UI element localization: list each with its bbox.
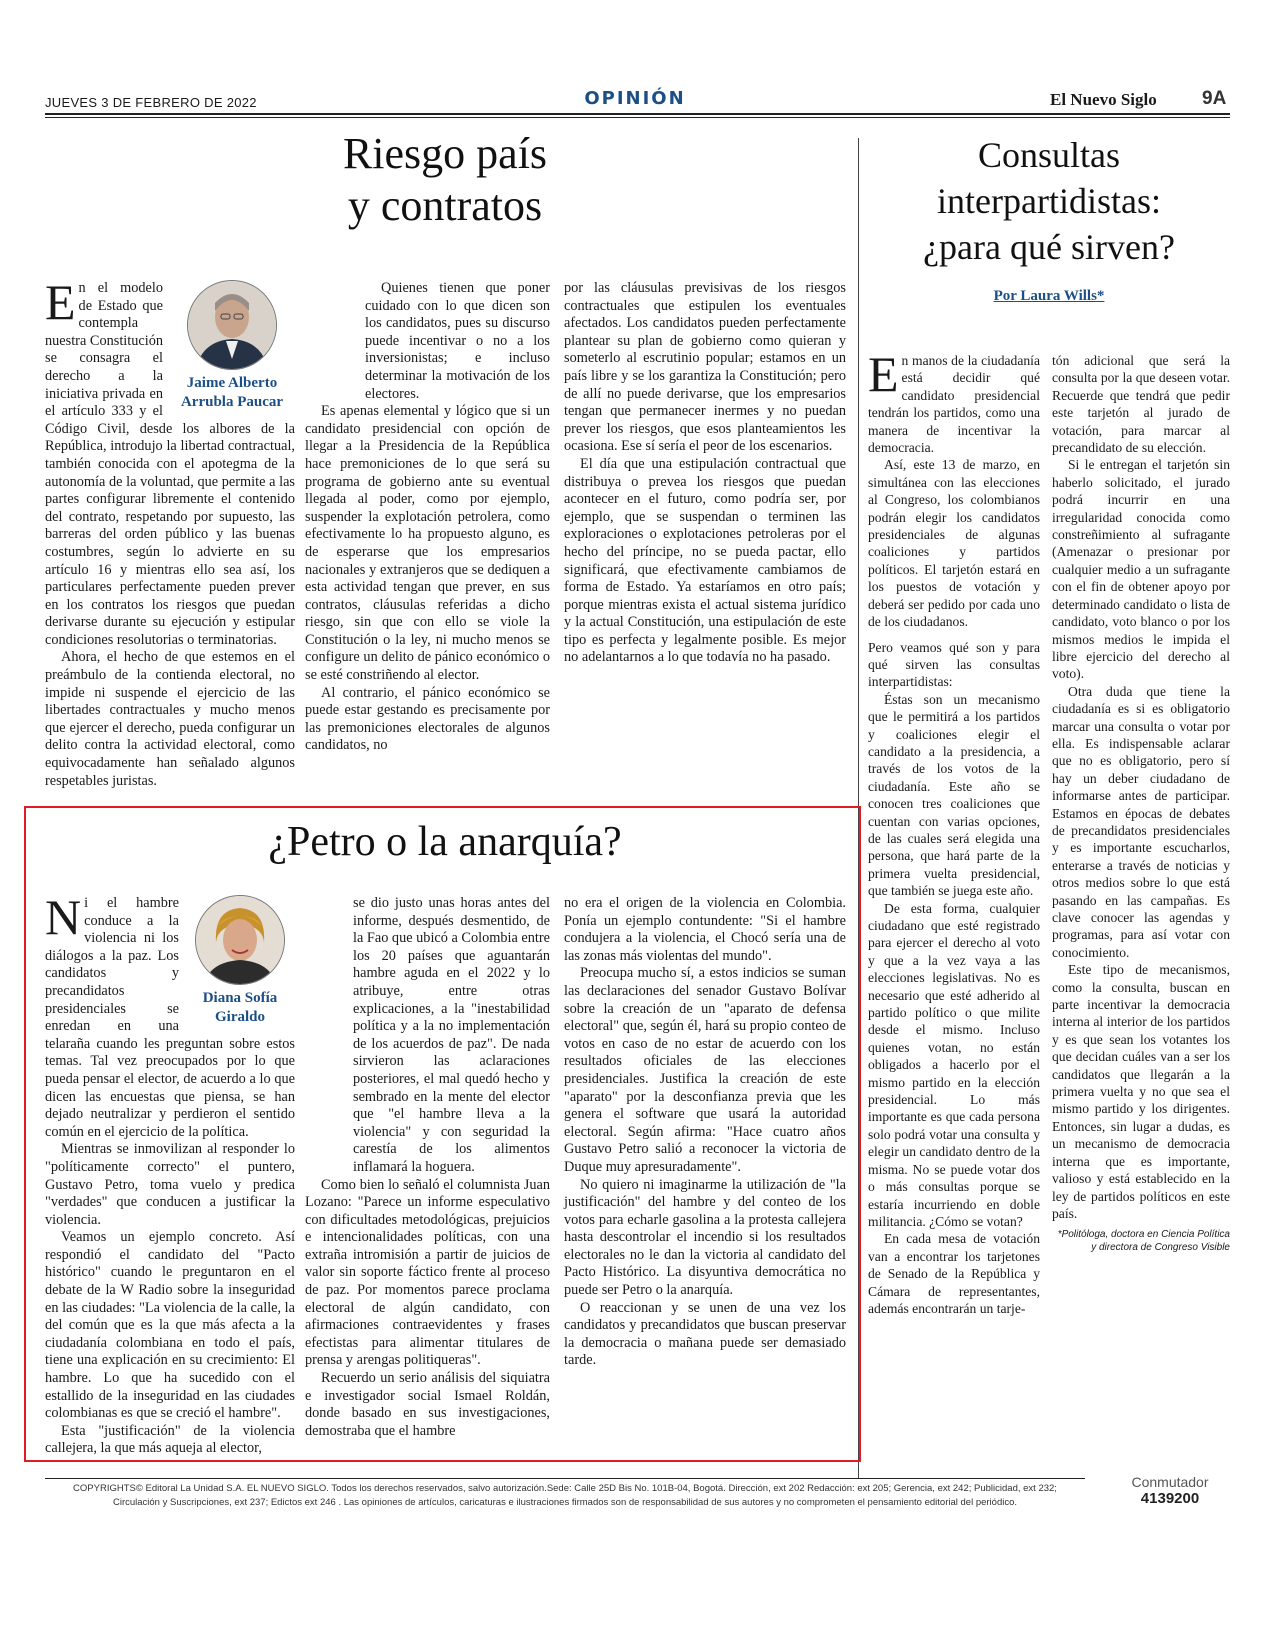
author-name [169, 374, 295, 412]
header-rule [45, 113, 1230, 115]
article2-author-block [185, 895, 295, 1027]
note-line: y directora de Congreso Visible [1091, 1242, 1230, 1254]
paragraph: Así, este 13 de marzo, en simultánea con las elecciones al Congreso, los colombianos podrán elegir los candidatos presidenciales de algunas coaliciones y partidos políticos. El tarjetón estará en los puestos de votación y deberá ser pedido por cada uno de los ciudadanos. [868, 457, 1040, 630]
article2-column-1 [45, 889, 295, 1458]
drop-cap: E [45, 274, 76, 330]
paragraph: por las cláusulas previsivas de los riesgos contractuales que estipulen los eventuales afectados. Los candidatos pueden perfectamente plantear su plan de gobierno como quieran y someterlo al escrutinio popular; estamos en un país libre y se los garantiza la Constitución; pero de allí no puede derivarse, que los empresarios tengan que permanecer inermes y no puedan prever los riesgos, que esos planteamientos les ocasiona. Ese sí sería el peor de los escenarios. [564, 280, 846, 455]
paragraph: Preocupa mucho sí, a estos indicios se suman las declaraciones del senador Gustavo Bolívar sobre la creación de un "aparato de defensa electoral" que, según él, hará su propio conteo de votos en caso de no estar de acuerdo con los resultados oficiales de las elecciones presidenciales. Justifica la creación de este "aparato" por la desconfianza previa que les genera el software que usará la autoridad electoral. Según afirma: "Hace cuatro años Gustavo Petro salió a reconocer la victoria de Duque muy apresuradamente". [564, 965, 846, 1175]
section-name: OPINIÓN [584, 88, 686, 109]
paragraph: Esta "justificación" de la violencia callejera, la que más aqueja al elector, [45, 1422, 295, 1457]
paragraph: Veamos un ejemplo concreto. Así respondió el candidato del "Pacto histórico" cuando le preguntaron en el debate de la W Radio sobre la inseguridad en las ciudades: "La violencia de la calle, la del común que es la que más afecta a la ciudadanía colombiana en todo el país, tiene una explicación en su crecimiento: El hambre. Lo que ha sucedido con el estallido de la inseguridad en las ciudades colombianas es que se creció el hambre". [45, 1229, 295, 1422]
article1-column-1 [45, 274, 295, 790]
title-line: y contratos [347, 180, 543, 230]
article3-column-2 [1052, 352, 1230, 1254]
paragraph: i el hambre conduce a la violencia ni los diálogos a la paz. Los candidatos y precandidatos presidenciales se enredan en una telaraña cuando les preguntan sobre estos temas. Tal vez preocupados por lo que pueda pensar el elector, de acuerdo a lo que dicen las encuestas que piensa, se han dejado neutralizar y perdieron el sentido común en el ejercicio de la política. [45, 895, 295, 1140]
title-line: Consultas [977, 135, 1120, 175]
author-photo [195, 895, 285, 985]
paragraph: Recuerdo un serio análisis del siquiatra e investigador social Ismael Roldán, donde basado en sus investigaciones, demostraba que el hambre [305, 1370, 550, 1439]
conmutador-number: 4139200 [1140, 1490, 1200, 1507]
footer-rule [45, 1478, 1085, 1479]
article1-author-block [169, 280, 295, 412]
footer-copyright [55, 1482, 1075, 1510]
footer-line: Circulación y Suscripciones, ext 237; Edictos ext 246 . Las opiniones de artículos, caricaturas e ilustraciones firmados son de responsabilidad de sus autores y no comprometen el pensamiento editorial del periódico. [112, 1497, 1018, 1508]
article1-column-3 [564, 280, 846, 667]
paragraph: En cada mesa de votación van a encontrar los tarjetones de Senado de la República y Cámara de representantes, además encontrarán un tarje- [868, 1231, 1040, 1316]
paragraph: O reaccionan y se unen de una vez los candidatos y precandidatos que buscan preservar la democracia o mañana puede ser demasiado tarde. [564, 1299, 846, 1369]
paragraph: El día que una estipulación contractual que distribuya o prevea los riesgos que puedan acontecer en el futuro, como podría ser, por ejemplo, que se suspendan o terminen las exploraciones o explotaciones petroleras por el hecho del príncipe, no se pueda pactar, ello significará, que efectivamente cambiamos de forma de Estado. Ya estaríamos en otro país; porque mientras exista el actual sistema jurídico y la actual Constitución, una estipulación de este tipo es perfecta y legalmente posible. Es mejor no adelantarnos a lo que todavía no ha pasado. [564, 455, 846, 666]
paragraph: no era el origen de la violencia en Colombia. Ponía un ejemplo contundente: "Si el hambre condujera a la violencia, el Chocó sería una de las zonas más violentas del mundo". [564, 895, 846, 964]
paragraph: Éstas son un mecanismo que le permitirá a los partidos y coaliciones elegir el candidato a la presidencia, a través de los votos de la ciudadanía. Este año se conocen tres coaliciones que cuentan con varias opciones, de las cuales será elegida una persona, que hará parte de la primera vuelta presidencial, que también se juega este año. [868, 691, 1040, 899]
paragraph: Ahora, el hecho de que estemos en el preámbulo de la contienda electoral, no impide ni suspende el ejercicio de las libertades contractuales y mucho menos que ejercer el derecho, pueda configurar un delito contra la actividad electoral, como equivocadamente han señalado algunos respetables juristas. [45, 649, 295, 789]
article-title [45, 128, 845, 232]
article-consultas [868, 132, 1230, 305]
conmutador-label: Conmutador [1131, 1474, 1209, 1490]
author-photo [187, 280, 277, 370]
article2-column-2 [305, 895, 550, 1440]
paragraph: Quienes tienen que poner cuidado con lo que dicen son los candidatos, pues su discurso puede incentivar o no a los inversionistas; e incluso determinar la motivación de los electores. [365, 280, 550, 402]
paragraph: Pero veamos qué son y para qué sirven las consultas interpartidistas: [868, 639, 1040, 690]
paragraph: Mientras se inmovilizan al responder lo "políticamente correcto" el puntero, Gustavo Petro, toma vuelo y predica "verdades" que conducen a justificar la violencia. [45, 1141, 295, 1228]
title-line: interpartidistas: [937, 181, 1161, 221]
byline: Por Laura Wills* [993, 288, 1105, 304]
newspaper-logo: El Nuevo Siglo [1050, 90, 1157, 109]
paragraph: Otra duda que tiene la ciudadanía es si es obligatorio marcar una consulta o votar por ella. Es indispensable aclarar que no es obligatorio, pero sí hay un deber ciudadano de informarse antes de participar. Estamos en épocas de debates de precandidatos presidenciales y es importante escucharlos, enterarse a través de noticias y otros medios sobre lo que está pasando en las campañas. Es clave conocer las agendas y programas, para así votar con conocimiento. [1052, 683, 1230, 960]
paragraph: n manos de la ciudadanía está decidir qué candidato presidencial tendrán los partidos, como una manera de incentivar la democracia. [868, 353, 1040, 456]
paragraph: De esta forma, cualquier ciudadano que esté registrado para ejercer el derecho al voto y que a la vez vaya a las elecciones legislativas. No es necesario que esté adherido al partido político o que milite desde el mismo. Incluso quienes votan, no están obligados a hacerlo por el mismo partido en la elección presidencial. Lo más importante es que cada persona solo podrá votar una consulta y elegir un candidato dentro de la misma. No se puede votar dos o más consultas porque se estaría incurriendo en doble militancia. ¿Cómo se votan? [868, 900, 1040, 1229]
paragraph: Es apenas elemental y lógico que si un candidato presidencial con opción de llegar a la Presidencia de la República hace premoniciones de lo que será su programa de gobierno ante su eventual llegada al poder, como por ejemplo, suspender la explotación petrolera, como efectivamente lo ha propuesto alguno, es de esperarse que los empresarios nacionales y extranjeros que se dediquen a esta actividad tengan que prever, en sus contratos, cláusulas referidas a dicho riesgo, sin que con ello se viole la Constitución o la ley, ni mucho menos se configure un delito de pánico económico o se esté constriñendo al elector. [305, 403, 550, 684]
conmutador [1110, 1474, 1230, 1507]
note-line: *Politóloga, doctora en Ciencia Política [1057, 1229, 1230, 1241]
article3-column-1 [868, 346, 1040, 1317]
author-name [185, 989, 295, 1027]
title-line: Riesgo país [342, 129, 548, 178]
title-line: ¿para qué sirven? [923, 227, 1175, 267]
article2-column-3 [564, 895, 846, 1370]
paragraph: Este tipo de mecanismos, como la consulta, buscan en parte incentivar la democracia interna al interior de los partidos y es que sean los votantes los que decidan cuáles van a ser los candidatos que llegarán a la primera vuelta y no que sea el mismo partido y los dirigentes. Entonces, sin lugar a dudas, es un mecanismo de democracia interna que es importante, valioso y está establecido en la ley de partidos políticos en este país. [1052, 962, 1230, 1221]
article1-column-2 [305, 280, 550, 755]
drop-cap: N [45, 889, 82, 945]
article-petro-anarquia [45, 818, 845, 868]
paragraph: No quiero ni imaginarme la utilización de "la justificación" del hambre y del conteo de los votos para echarle gasolina a la protesta callejera hasta descontrolar el incendio si los resultados electorales no le dan la victoria al candidato del Pacto Histórico. La disyuntiva democrática no puede ser Petro o la anarquía. [564, 1176, 846, 1299]
author-note [1052, 1228, 1230, 1254]
footer-line: COPYRIGHTS© Editoral La Unidad S.A. EL NUEVO SIGLO. Todos los derechos reservados, salvo autorización.Sede: Calle 25D Bis No. 101B-04, Bogotá. Dirección, ext 202 Redacción: ext 205; Gerencia, ext 242; Publicidad, ext 232; [73, 1483, 1057, 1494]
paragraph: Al contrario, el pánico económico se puede estar gestando es precisamente por las premoniciones electorales de algunos candidatos, no [305, 684, 550, 754]
article-title [868, 132, 1230, 270]
paragraph: Si le entregan el tarjetón sin haberlo solicitado, el jurado podrá incurrir en una irregularidad conocida como constreñimiento al sufragante (Amenazar o presionar por cualquier medio a un sufragante con el fin de obtener apoyo por determinado candidato o lista de candidato, voto blanco o por los mismos medios le impida el libre ejercicio del derecho al voto). [1052, 457, 1230, 682]
author-name-line: Giraldo [214, 1009, 265, 1025]
paragraph: n el modelo de Estado que contempla nuestra Constitución se consagra el derecho a la iniciativa privada en el artículo 333 y el Código Civil, desde los albores de la República, introdujo la libertad contractual, también conocida con el apotegma de la autonomía de la voluntad, que permite a las partes configurar libremente el contenido del contrato, respetando por supuesto, las barreras del orden público y las buenas costumbres, según lo advierte en su artículo 16 y mientras ello sea así, los particulares perfectamente pueden prever en los contratos los riesgos que puedan derivarse durante su ejecución y estipular condiciones resolutorias o terminatorias. [45, 280, 295, 648]
drop-cap: E [868, 346, 899, 402]
author-name-line: Jaime Alberto [186, 375, 278, 391]
author-name-line: Arrubla Paucar [180, 394, 284, 410]
header-rule-thin [45, 117, 1230, 118]
paragraph: tón adicional que será la consulta por la que deseen votar. Recuerde que tendrá que pedir este tarjetón al jurado de votación, para marcar al precandidato de su elección. [1052, 353, 1230, 456]
author-name-line: Diana Sofía [202, 990, 278, 1006]
article-riesgo-pais [45, 128, 845, 232]
issue-date: JUEVES 3 DE FEBRERO DE 2022 [45, 95, 257, 110]
article-title: ¿Petro o la anarquía? [268, 819, 622, 865]
paragraph: se dio justo unas horas antes del informe, después desmentido, de la Fao que ubicó a Colombia entre los 20 países que aguantarán hambre aguda en el 2022 y lo atribuye, entre otras explicaciones, a la "inestabilidad política y a la no implementación de los acuerdos de paz". De nada sirvieron las aclaraciones posteriores, el mal quedó hecho y sembrado en la mente del elector que "el hambre lleva a la violencia" y con seguridad la carestía de los alimentos inflamará la hoguera. [353, 895, 550, 1175]
paragraph: Como bien lo señaló el columnista Juan Lozano: "Parece un informe especulativo con dificultades metodológicas, prejuicios e intencionalidades políticas, con una extraña intromisión a partir de juicios de valor sin soporte fáctico frente al proceso de paz. Por momentos parece proclama electoral de algún candidato, con afirmaciones contraevidentes y frases efectistas para alimentar titulares de prensa y arengas politiqueras". [305, 1176, 550, 1369]
page-number: 9A [1202, 88, 1227, 109]
